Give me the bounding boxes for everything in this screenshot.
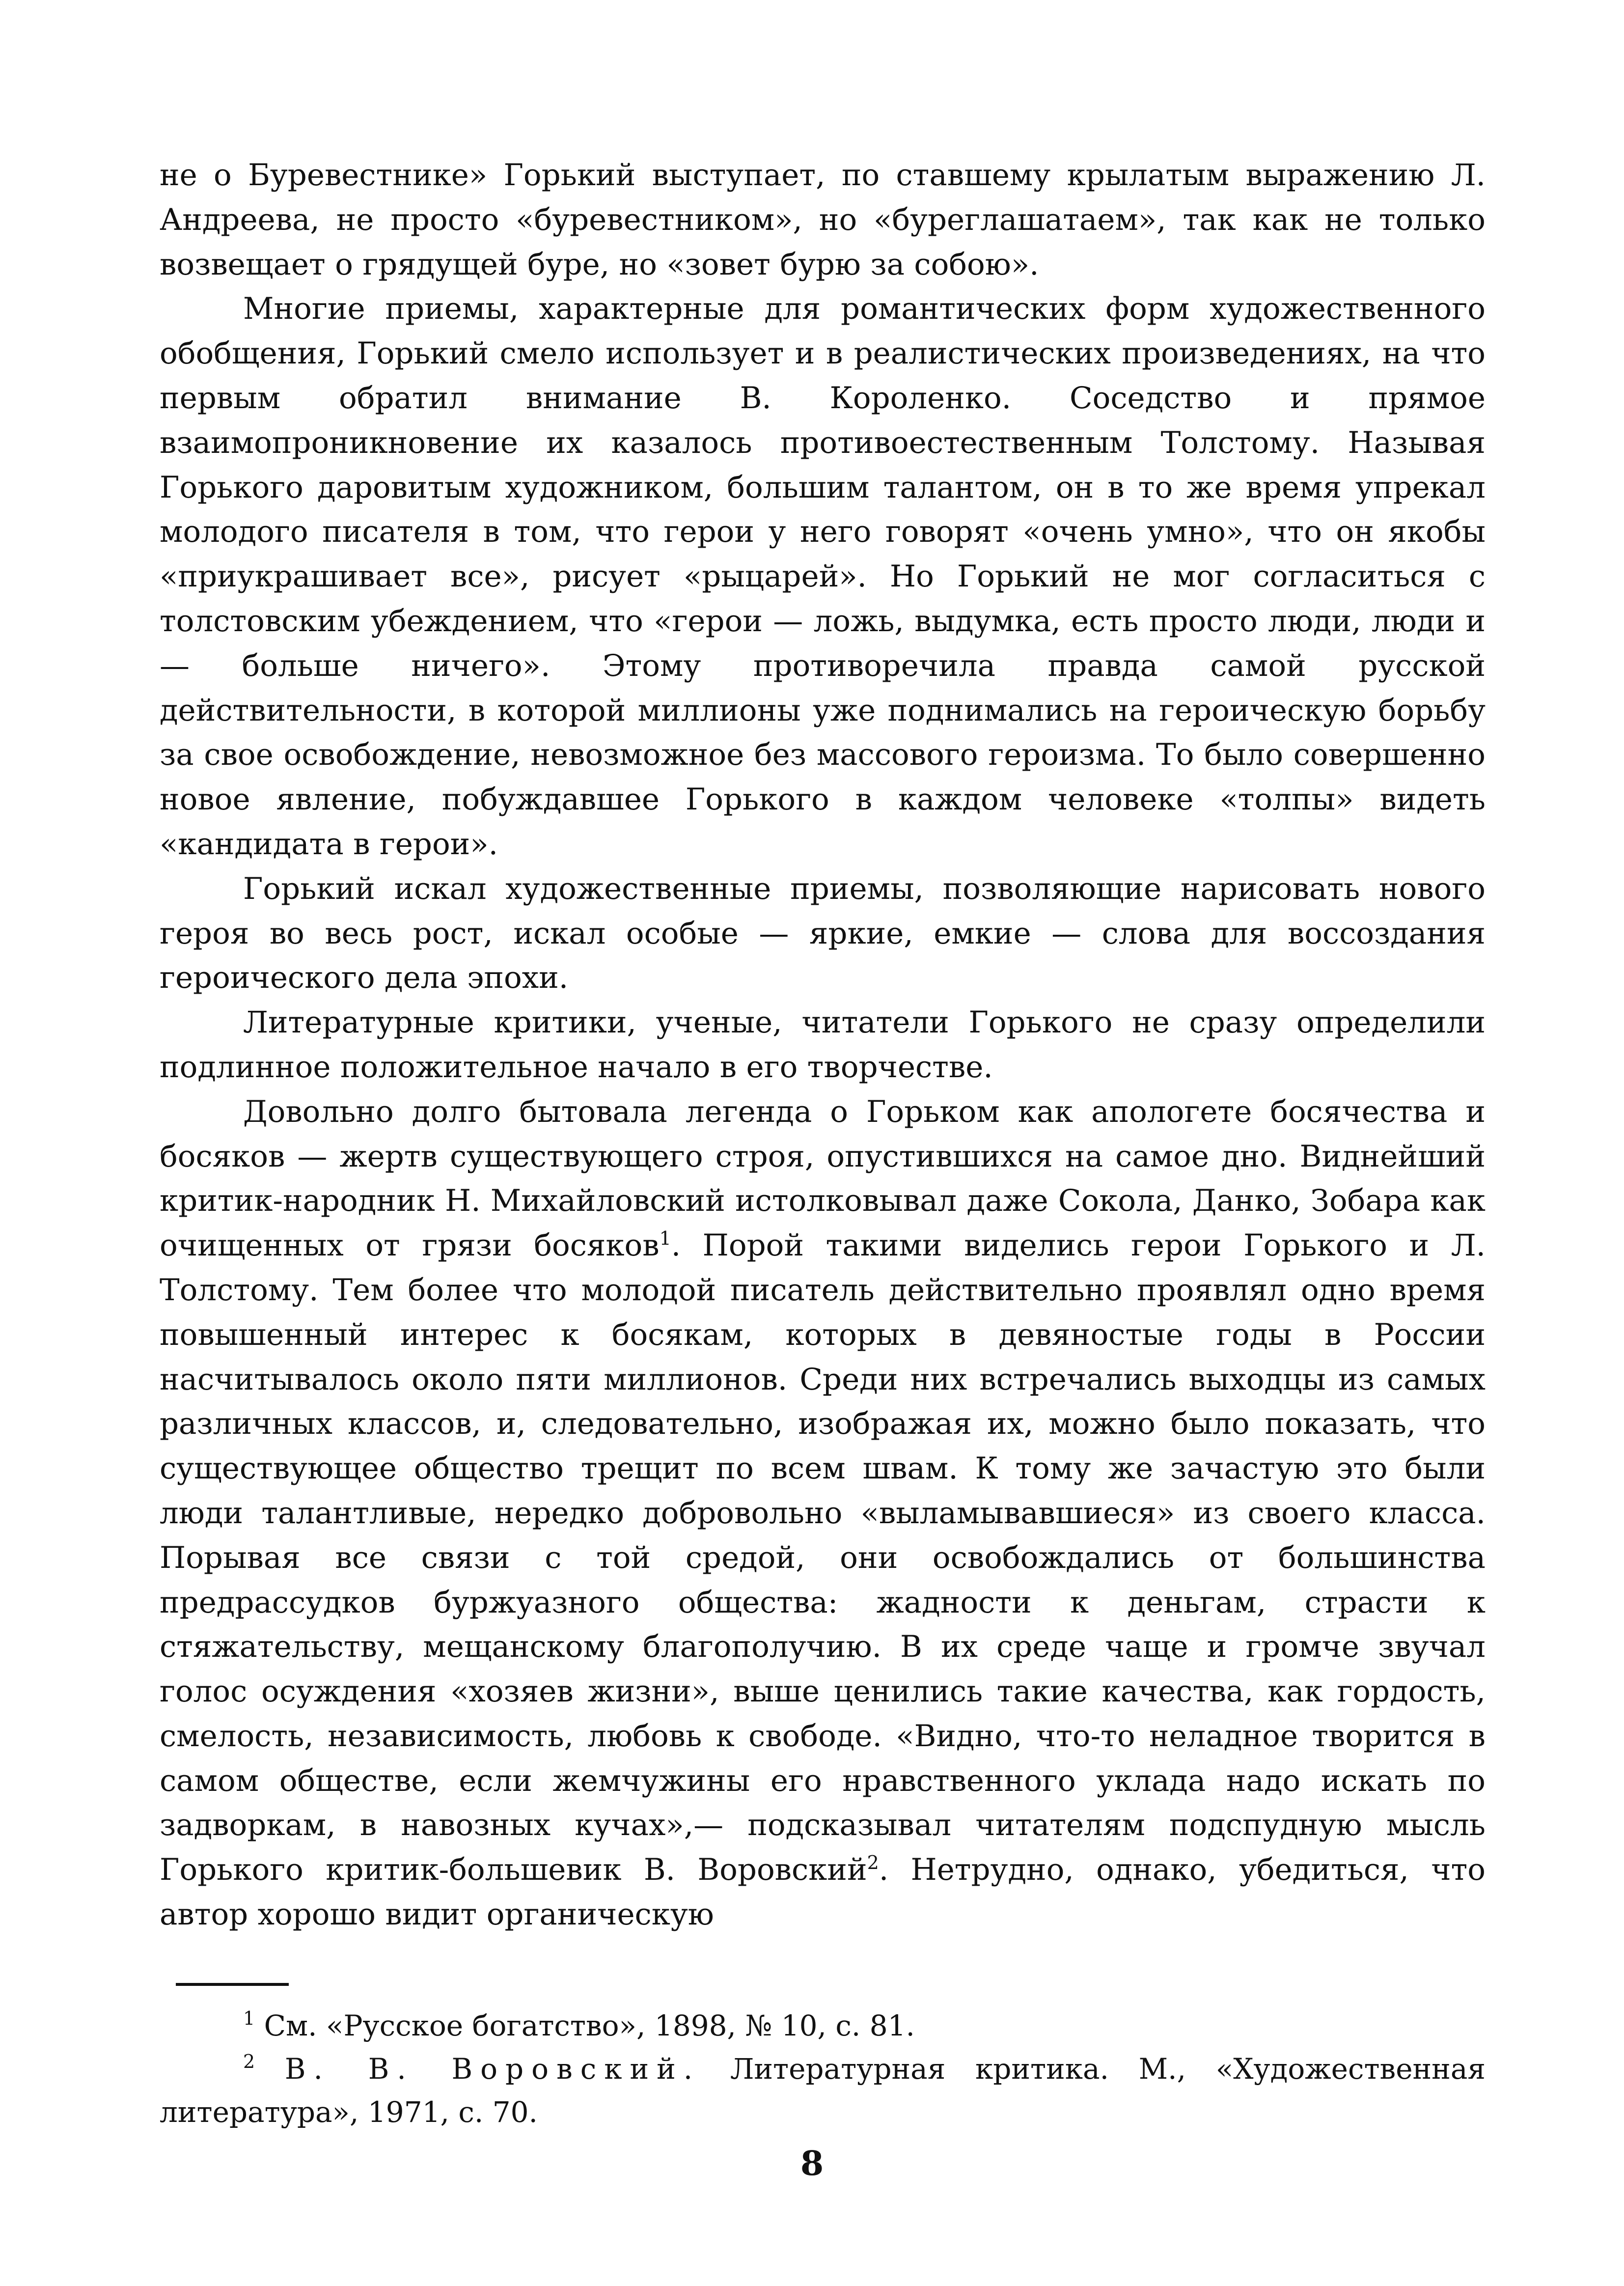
- paragraph-2: Многие приемы, характерные для романтических форм художественного обобщения, Горький смело использует и в реалистических произведениях, на что первым обратил внимание В. Короленко. Соседство и прямое взаимопроникновение их казалось противоестественным Толстому. Называя Горького даровитым художником, большим талантом, он в то же время упрекал молодого писателя в том, что герои у него говорят «очень умно», что он якобы «приукрашивает все», рисует «рыцарей». Но Горький не мог согласиться с толстовским убеждением, что «герои — ложь, выдумка, есть просто люди, люди и — больше ничего». Этому противоречила правда самой русской действительности, в которой миллионы уже поднимались на героическую борьбу за свое освобождение, невозможное без массового героизма. То было совершенно новое явление, побуждавшее Горького в каждом человеке «толпы» видеть «кандидата в герои».: [160, 291, 1486, 862]
- paragraph-5-part-1: Довольно долго бытовала легенда о Горьком как апологете босячества и босяков — жертв существующего строя, опустившихся на самое дно. Виднейший критик-народник Н. Михайловский истолковывал даже Сокола, Данко, Зобара как очищенных от грязи босяков: [160, 1094, 1486, 1263]
- paragraph-5: [160, 1090, 1486, 1937]
- paragraph-3: Горький искал художественные приемы, позволяющие нарисовать нового героя во весь рост, искал особые — яркие, емкие — слова для воссоздания героического дела эпохи.: [160, 871, 1486, 996]
- footnote-1: [160, 2004, 1486, 2047]
- page-number: 8: [800, 2144, 824, 2183]
- footnote-2: [160, 2047, 1486, 2134]
- footnote-1-text: См. «Русское богатство», 1898, № 10, с. 81.: [255, 2009, 915, 2042]
- paragraph-5-part-2: . Порой такими виделись герои Горького и Л. Толстому. Тем более что молодой писатель действительно проявлял одно время повышенный интерес к босякам, которых в девяностые годы в России насчитывалось около пяти миллионов. Среди них встречались выходцы из самых различных классов, и, следовательно, изображая их, можно было показать, что существующее общество трещит по всем швам. К тому же зачастую это были люди талантливые, нередко добровольно «выламывавшиеся» из своего класса. Порывая все связи с той средой, они освобождались от большинства предрассудков буржуазного общества: жадности к деньгам, страсти к стяжательству, мещанскому благополучию. В их среде чаще и громче звучал голос осуждения «хозяев жизни», выше ценились такие качества, как гордость, смелость, независимость, любовь к свободе. «Видно, что-то неладное творится в самом обществе, если жемчужины его нравственного уклада надо искать по задворкам, в навозных кучах»,— подсказывал читателям подспудную мысль Горького критик-большевик В. Воровский: [160, 1228, 1486, 1888]
- footnote-ref-1: 1: [659, 1227, 671, 1250]
- paragraph-5-part-3: . Нетрудно, однако, убедиться, что автор хорошо видит органическую: [160, 1852, 1486, 1932]
- footnote-2-author: В. В. Воровский.: [284, 2052, 701, 2086]
- footnotes: [160, 2004, 1486, 2134]
- paragraph-4: Литературные критики, ученые, читатели Горького не сразу определили подлинное положительное начало в его творчестве.: [160, 1005, 1486, 1085]
- page-body: [160, 153, 1486, 1937]
- paragraph-1: не о Буревестнике» Горький выступает, по ставшему крылатым выражению Л. Андреева, не просто «буревестником», но «буреглашатаем», так как не только возвещает о грядущей буре, но «зовет бурю за собою».: [160, 158, 1486, 282]
- footnote-2-text: Литературная критика. М., «Художественная литература», 1971, с. 70.: [160, 2052, 1486, 2129]
- footnote-1-mark: 1: [243, 2007, 255, 2029]
- footnote-divider: [176, 1983, 289, 1986]
- footnote-ref-2: 2: [867, 1852, 879, 1874]
- footnote-2-mark: 2: [243, 2051, 255, 2072]
